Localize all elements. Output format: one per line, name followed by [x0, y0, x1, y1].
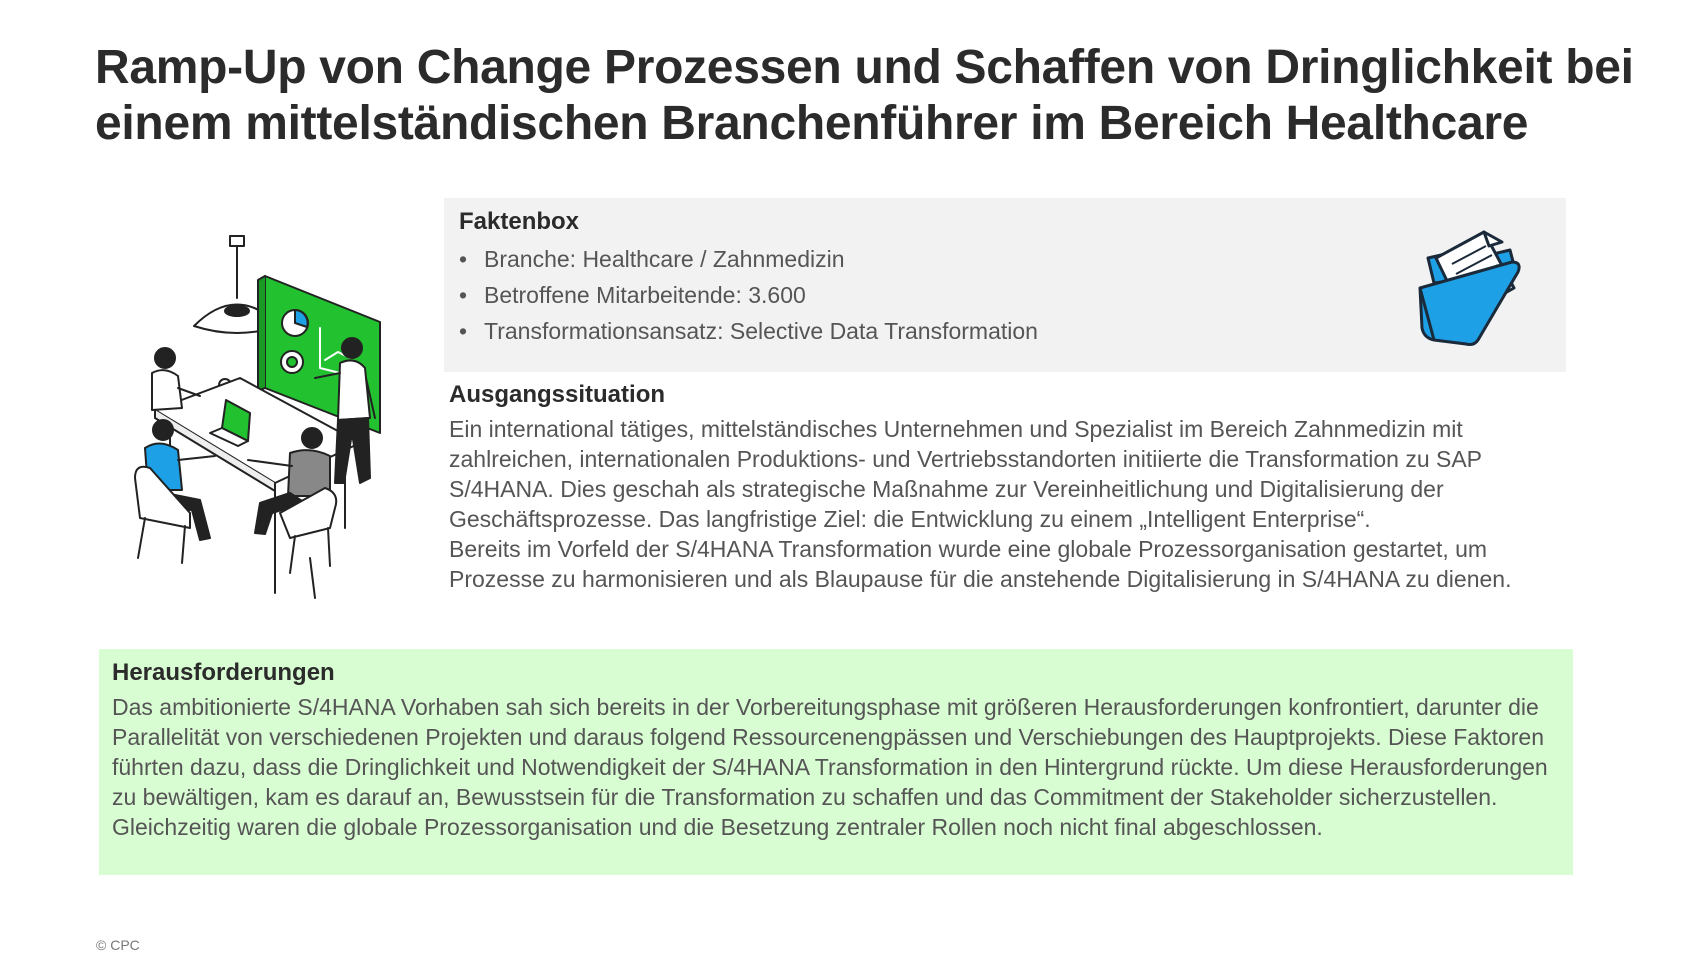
bullet: • [459, 282, 468, 308]
faktenbox-heading: Faktenbox [459, 208, 580, 235]
list-item [459, 313, 1038, 349]
ausgangssituation-section [449, 380, 1574, 594]
fact-mitarbeitende: Betroffene Mitarbeitende: 3.600 [484, 282, 806, 308]
herausforderungen-paragraph: Das ambitionierte S/4HANA Vorhaben sah sich bereits in der Vorbereitungsphase mit größeren Herausforderungen konfrontiert, darunter die Parallelität von verschiedenen Projekten und daraus folgend Ressourcenengpässen und Verschiebungen des Hauptprojekts. Diese Faktoren führten dazu, dass die Dringlichkeit und Notwendigkeit der S/4HANA Transformation in den Hintergrund rückte. Um diese Herausforderungen zu bewältigen, kam es darauf an, Bewusstsein für die Transformation zu schaffen und das Commitment der Stakeholder sicherzustellen. Gleichzeitig waren die globale Prozessorganisation und die Besetzung zentraler Rollen noch nicht final abgeschlossen. [112, 694, 1548, 840]
fact-transformationsansatz: Transformationsansatz: Selective Data Transformation [484, 318, 1038, 344]
bullet: • [459, 318, 468, 344]
list-item [459, 277, 1038, 313]
fact-branche: Branche: Healthcare / Zahnmedizin [484, 246, 845, 272]
page-title-line-2: einem mittelständischen Branchenführer im Bereich Healthcare [95, 97, 1529, 150]
ausgangssituation-heading: Ausgangssituation [449, 381, 666, 408]
list-item [459, 241, 1038, 277]
folder-document-icon [1414, 228, 1534, 353]
office-meeting-illustration-icon [130, 228, 430, 628]
page-title [95, 40, 1655, 152]
faktenbox-list [459, 241, 1038, 349]
page-title-line-1: Ramp-Up von Change Prozessen und Schaffen von Dringlichkeit bei [95, 41, 1634, 94]
copyright-notice: © CPC [96, 937, 140, 953]
faktenbox [444, 198, 1566, 372]
ausgangssituation-paragraph-1: Ein international tätiges, mittelständisches Unternehmen und Spezialist im Bereich Zahnmedizin mit zahlreichen, internationalen Produktions- und Vertriebsstandorten initiierte die Transformation zu SAP S/4HANA. Dies geschah als strategische Maßnahme zur Vereinheitlichung und Digitalisierung der Geschäftsprozesse. Das langfristige Ziel: die Entwicklung zu einem „Intelligent Enterprise“. [449, 416, 1482, 532]
herausforderungen-heading: Herausforderungen [112, 659, 335, 686]
herausforderungen-box [99, 649, 1573, 875]
ausgangssituation-paragraph-2: Bereits im Vorfeld der S/4HANA Transformation wurde eine globale Prozessorganisation gestartet, um Prozesse zu harmonisieren und als Blaupause für die anstehende Digitalisierung in S/4HANA zu dienen. [449, 536, 1512, 592]
bullet: • [459, 246, 468, 272]
